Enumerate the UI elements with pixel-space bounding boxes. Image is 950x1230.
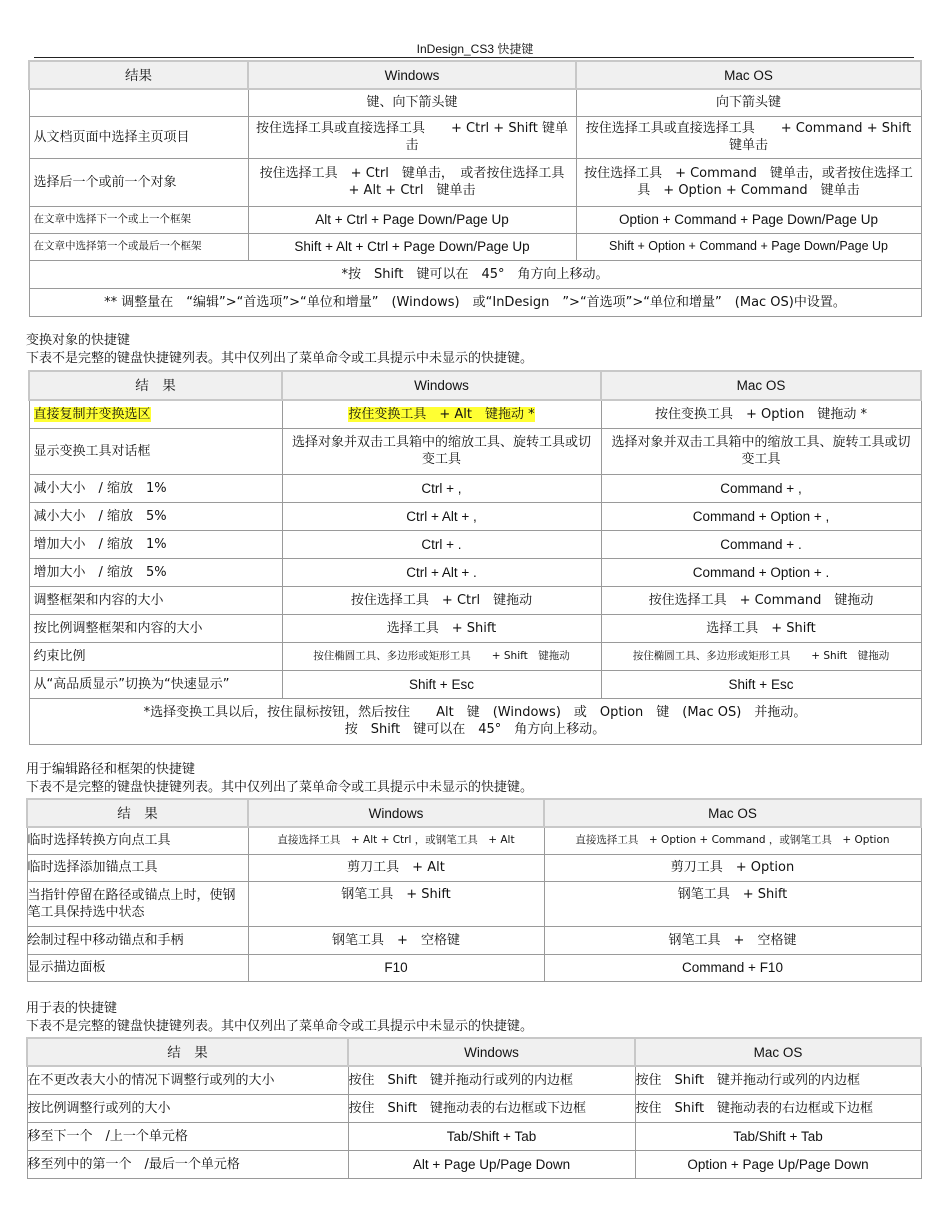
section-title: 变换对象的快捷键 [26, 333, 131, 348]
note-text: ** 调整量在 “编辑”>“首选项”>“单位和增量” (Windows) 或“InDesign ”>“首选项”>“单位和增量” (Mac OS)中设置。 [29, 288, 921, 316]
table-row [27, 926, 921, 954]
mac-cell: 按住选择工具或直接选择工具 + Command + Shift 键单击 [576, 116, 921, 158]
result-cell: 约束比例 [29, 642, 282, 670]
header-windows: Windows [248, 61, 576, 89]
note-row [29, 288, 921, 316]
result-cell: 临时选择添加锚点工具 [27, 854, 248, 881]
windows-cell: 钢笔工具 + Shift [248, 881, 544, 926]
header-macos: Mac OS [635, 1038, 921, 1066]
section-description: 下表不是完整的键盘快捷键列表。其中仅列出了菜单命令或工具提示中未显示的快捷键。 [26, 351, 534, 366]
result-cell: 在不更改表大小的情况下调整行或列的大小 [27, 1066, 348, 1094]
result-cell [29, 400, 282, 428]
windows-cell: Alt + Ctrl + Page Down/Page Up [248, 206, 576, 233]
windows-cell: 选择对象并双击工具箱中的缩放工具、旋转工具或切变工具 [282, 428, 601, 474]
mac-cell: Command + Option + , [601, 502, 921, 530]
note-text: *按 Shift 键可以在 45° 角方向上移动。 [29, 260, 921, 288]
mac-cell: 向下箭头键 [576, 89, 921, 116]
table-row [29, 530, 921, 558]
table-transform [28, 370, 922, 745]
result-cell: 移至列中的第一个 /最后一个单元格 [27, 1150, 348, 1178]
table-general [28, 60, 925, 317]
table-row [29, 558, 921, 586]
windows-cell: 按住选择工具 + Ctrl 键单击， 或者按住选择工具 + Alt + Ctrl 键单击 [248, 158, 576, 206]
header-macos: Mac OS [544, 799, 921, 827]
table-row [27, 1122, 921, 1150]
windows-cell: 按住 Shift 键并拖动行或列的内边框 [348, 1066, 635, 1094]
table-row [27, 954, 921, 981]
mac-cell: 剪刀工具 + Option [544, 854, 921, 881]
result-cell: 移至下一个 /上一个单元格 [27, 1122, 348, 1150]
highlighted-text: 直接复制并变换选区 [33, 406, 151, 422]
windows-cell: Shift + Esc [282, 670, 601, 698]
windows-cell: 按住选择工具或直接选择工具 + Ctrl + Shift 键单击 [248, 116, 576, 158]
table-row [29, 474, 921, 502]
header-windows: Windows [348, 1038, 635, 1066]
windows-cell [282, 400, 601, 428]
result-cell: 临时选择转换方向点工具 [27, 827, 248, 854]
table-row [29, 400, 921, 428]
result-cell: 在文章中选择下一个或上一个框架 [29, 206, 248, 233]
table-row [29, 116, 921, 158]
section-description: 下表不是完整的键盘快捷键列表。其中仅列出了菜单命令或工具提示中未显示的快捷键。 [26, 1019, 534, 1034]
mac-cell: Option + Command + Page Down/Page Up [576, 206, 921, 233]
mac-cell: 按住变换工具 + Option 键拖动 * [601, 400, 921, 428]
table-tables [26, 1037, 922, 1179]
table-row [27, 854, 921, 881]
note-text: 按 Shift 键可以在 45° 角方向上移动。 [344, 722, 606, 737]
result-cell: 显示变换工具对话框 [29, 428, 282, 474]
note-row [29, 260, 921, 288]
result-cell: 按比例调整框架和内容的大小 [29, 614, 282, 642]
header-result: 结 果 [29, 371, 282, 400]
section-title: 用于编辑路径和框架的快捷键 [26, 762, 196, 777]
result-cell: 减小大小 / 缩放 5% [29, 502, 282, 530]
note-row [29, 698, 921, 744]
mac-cell: 选择对象并双击工具箱中的缩放工具、旋转工具或切变工具 [601, 428, 921, 474]
header-macos: Mac OS [576, 61, 921, 89]
mac-cell: Command + Option + . [601, 558, 921, 586]
mac-cell: 钢笔工具 + Shift [544, 881, 921, 926]
section-description: 下表不是完整的键盘快捷键列表。其中仅列出了菜单命令或工具提示中未显示的快捷键。 [26, 780, 534, 795]
windows-cell: 直接选择工具 + Alt + Ctrl ，或钢笔工具 + Alt [248, 827, 544, 854]
windows-cell: 键、向下箭头键 [248, 89, 576, 116]
result-cell: 按比例调整行或列的大小 [27, 1094, 348, 1122]
result-cell: 增加大小 / 缩放 5% [29, 558, 282, 586]
windows-cell: 按住选择工具 + Ctrl 键拖动 [282, 586, 601, 614]
table-row [29, 586, 921, 614]
table-row [29, 158, 921, 206]
table-paths [26, 798, 922, 982]
table-row [27, 827, 921, 854]
result-cell [29, 89, 248, 116]
result-cell: 增加大小 / 缩放 1% [29, 530, 282, 558]
result-cell: 减小大小 / 缩放 1% [29, 474, 282, 502]
mac-cell: 按住椭圆工具、多边形或矩形工具 + Shift 键拖动 [601, 642, 921, 670]
mac-cell: Command + . [601, 530, 921, 558]
windows-cell: Ctrl + , [282, 474, 601, 502]
result-cell: 显示描边面板 [27, 954, 248, 981]
mac-cell: Tab/Shift + Tab [635, 1122, 921, 1150]
page-title: InDesign_CS3 快捷键 [416, 42, 534, 56]
windows-cell: Tab/Shift + Tab [348, 1122, 635, 1150]
mac-cell: 直接选择工具 + Option + Command ，或钢笔工具 + Option [544, 827, 921, 854]
windows-cell: Alt + Page Up/Page Down [348, 1150, 635, 1178]
mac-cell: 按住选择工具 + Command 键单击，或者按住选择工具 + Option + Command 键单击 [576, 158, 921, 206]
windows-cell: 钢笔工具 + 空格键 [248, 926, 544, 954]
mac-cell: Shift + Option + Command + Page Down/Page Up [576, 233, 921, 260]
table-row [29, 206, 921, 233]
table-row [29, 233, 921, 260]
table-row [29, 642, 921, 670]
mac-cell: Command + , [601, 474, 921, 502]
windows-cell: 选择工具 + Shift [282, 614, 601, 642]
mac-cell: 钢笔工具 + 空格键 [544, 926, 921, 954]
table-row [27, 1094, 921, 1122]
mac-cell: Command + F10 [544, 954, 921, 981]
result-cell: 在文章中选择第一个或最后一个框架 [29, 233, 248, 260]
windows-cell: Ctrl + Alt + . [282, 558, 601, 586]
mac-cell: Option + Page Up/Page Down [635, 1150, 921, 1178]
windows-cell: 按住 Shift 键拖动表的右边框或下边框 [348, 1094, 635, 1122]
result-cell: 当指针停留在路径或锚点上时，使钢笔工具保持选中状态 [27, 881, 248, 926]
header-windows: Windows [282, 371, 601, 400]
table-row [27, 881, 921, 926]
note-cell [29, 698, 921, 744]
result-cell: 绘制过程中移动锚点和手柄 [27, 926, 248, 954]
header-result: 结 果 [27, 799, 248, 827]
windows-cell: Ctrl + . [282, 530, 601, 558]
note-text: *选择变换工具以后，按住鼠标按钮，然后按住 Alt 键 (Windows) 或 Option 键 (Mac OS) 并拖动。 [143, 705, 807, 720]
result-cell: 选择后一个或前一个对象 [29, 158, 248, 206]
highlighted-text: 按住变换工具 + Alt 键拖动 * [348, 406, 535, 422]
section-title: 用于表的快捷键 [26, 1001, 118, 1016]
mac-cell: Shift + Esc [601, 670, 921, 698]
table-row [29, 670, 921, 698]
windows-cell: F10 [248, 954, 544, 981]
mac-cell: 选择工具 + Shift [601, 614, 921, 642]
result-cell: 调整框架和内容的大小 [29, 586, 282, 614]
table-row [27, 1066, 921, 1094]
mac-cell: 按住选择工具 + Command 键拖动 [601, 586, 921, 614]
table-row [29, 614, 921, 642]
windows-cell: 剪刀工具 + Alt [248, 854, 544, 881]
table-row [29, 89, 921, 116]
header-macos: Mac OS [601, 371, 921, 400]
windows-cell: 按住椭圆工具、多边形或矩形工具 + Shift 键拖动 [282, 642, 601, 670]
header-result: 结果 [29, 61, 248, 89]
windows-cell: Shift + Alt + Ctrl + Page Down/Page Up [248, 233, 576, 260]
header-result: 结 果 [27, 1038, 348, 1066]
mac-cell: 按住 Shift 键拖动表的右边框或下边框 [635, 1094, 921, 1122]
mac-cell: 按住 Shift 键并拖动行或列的内边框 [635, 1066, 921, 1094]
result-cell: 从文档页面中选择主页项目 [29, 116, 248, 158]
table-row [29, 428, 921, 474]
windows-cell: Ctrl + Alt + , [282, 502, 601, 530]
table-row [27, 1150, 921, 1178]
header-windows: Windows [248, 799, 544, 827]
table-row [29, 502, 921, 530]
title-rule [34, 57, 914, 58]
result-cell: 从“高品质显示”切换为“快速显示” [29, 670, 282, 698]
